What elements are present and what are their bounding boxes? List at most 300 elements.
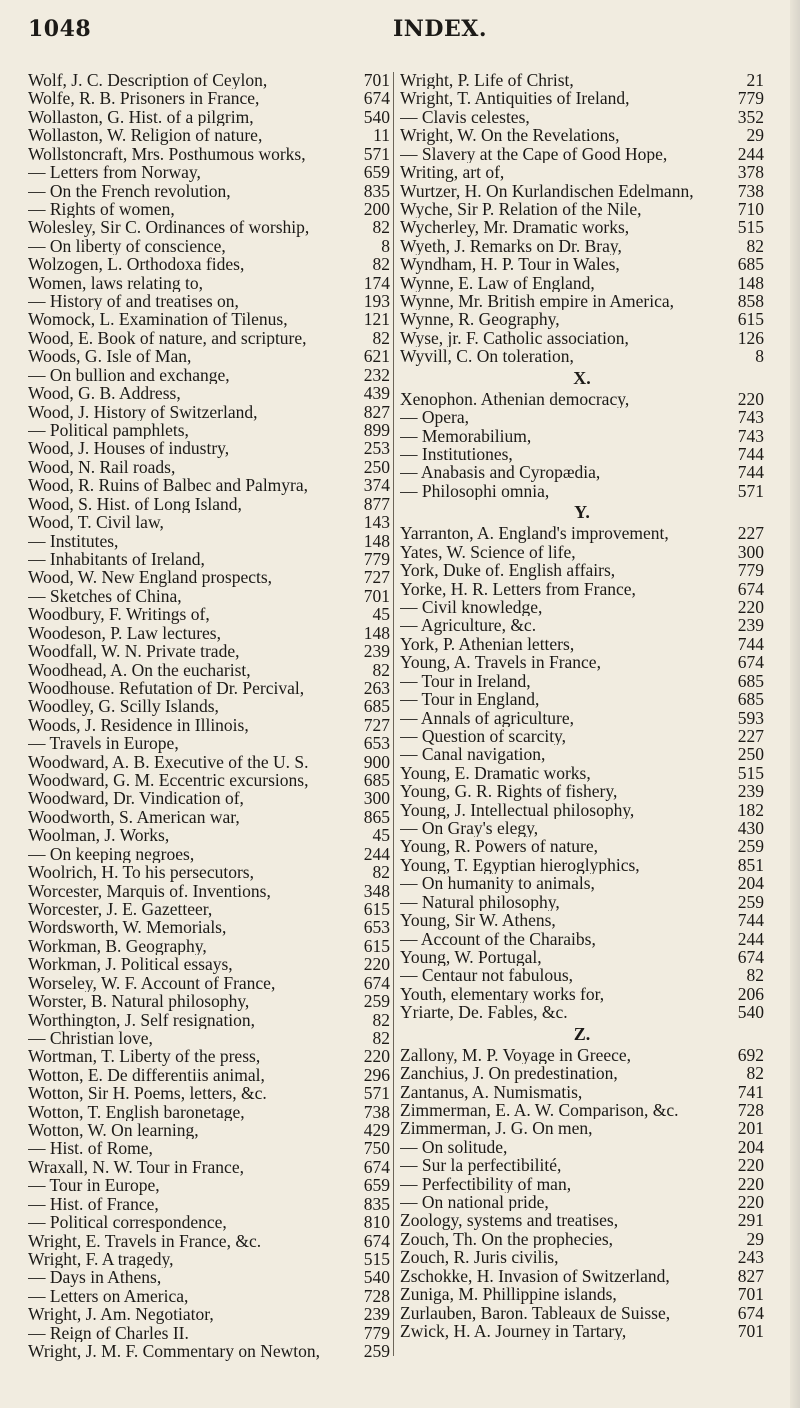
entry-text: — Question of scarcity, — [400, 726, 567, 746]
entry-page: 515 — [363, 1250, 390, 1269]
entry-page: 259 — [737, 837, 764, 856]
entry-text: Wynne, E. Law of England, — [400, 273, 595, 293]
entry-text: Worseley, W. F. Account of France, — [28, 973, 276, 993]
entry-text: Woolrich, H. To his persecutors, — [28, 863, 254, 882]
entry-page: 193 — [363, 292, 390, 311]
entry-text: Zwick, H. A. Journey in Tartary, — [400, 1322, 627, 1341]
index-entry — [28, 237, 390, 255]
entry-page: 899 — [363, 421, 390, 440]
entry-page: 201 — [737, 1119, 764, 1138]
entry-page: 82 — [746, 1064, 764, 1083]
entry-page: 121 — [363, 310, 390, 329]
entry-page: 429 — [363, 1121, 390, 1140]
section-letter: Z. — [573, 1023, 591, 1044]
index-entry — [28, 1047, 390, 1065]
entry-page: 82 — [372, 863, 390, 882]
entry-page: 653 — [363, 918, 390, 937]
entry-page: 750 — [363, 1139, 390, 1158]
index-entry — [400, 1267, 764, 1285]
index-entry — [400, 1193, 764, 1211]
entry-page: 291 — [737, 1211, 764, 1230]
entry-text: Woodward, A. B. Executive of the U. S. — [28, 752, 309, 772]
entry-page: 148 — [737, 273, 764, 293]
index-entry — [400, 819, 764, 837]
entry-page: 244 — [363, 844, 390, 864]
entry-text: — Agriculture, &c. — [400, 616, 537, 635]
entry-page: 835 — [363, 181, 390, 200]
entry-page: 710 — [737, 199, 764, 219]
entry-text: Wotton, Sir H. Poems, letters, &c. — [28, 1084, 267, 1103]
entry-page: 674 — [737, 653, 764, 672]
entry-text: — Natural philosophy, — [400, 892, 560, 912]
index-entry — [400, 292, 764, 310]
entry-text: Women, laws relating to, — [28, 273, 204, 293]
index-entry — [400, 126, 764, 144]
entry-text: Zallony, M. P. Voyage in Greece, — [400, 1045, 632, 1065]
entry-page: 779 — [737, 561, 764, 580]
entry-text: Zoology, systems and treatises, — [400, 1211, 619, 1230]
entry-text: — History of and treatises on, — [28, 292, 239, 311]
entry-page: 439 — [363, 384, 390, 403]
page-number: 1048 — [28, 16, 92, 42]
entry-text: Zanchius, J. On predestination, — [400, 1064, 618, 1083]
entry-page: 204 — [737, 1137, 764, 1157]
entry-text: Zurlauben, Baron. Tableaux de Suisse, — [400, 1303, 671, 1322]
entry-text: Wurtzer, H. On Kurlandischen Edelmann, — [400, 181, 694, 200]
index-entry — [400, 1119, 764, 1137]
entry-page: 29 — [746, 126, 764, 145]
entry-page: 259 — [363, 992, 390, 1011]
entry-text: — Rights of women, — [28, 199, 175, 219]
entry-text: Wycherley, Mr. Dramatic works, — [400, 218, 630, 237]
entry-text: — Slavery at the Cape of Good Hope, — [400, 144, 668, 164]
entry-text: Wright, E. Travels in France, &c. — [28, 1231, 262, 1250]
entry-page: 204 — [737, 874, 764, 893]
index-entry — [400, 390, 764, 408]
entry-page: 653 — [363, 734, 390, 753]
entry-text: — Tour in England, — [400, 690, 540, 709]
index-entry — [28, 882, 390, 900]
entry-page: 692 — [737, 1045, 764, 1065]
index-entry — [28, 200, 390, 218]
index-entry — [400, 709, 764, 727]
entry-page: 250 — [737, 745, 764, 764]
index-entry — [28, 550, 390, 568]
index-entry — [400, 745, 764, 763]
index-entry — [400, 543, 764, 561]
entry-page: 174 — [363, 273, 390, 293]
entry-text: Wright, J. M. F. Commentary on Newton, — [28, 1342, 320, 1361]
entry-page: 685 — [737, 671, 764, 691]
index-entry — [28, 955, 390, 973]
index-entry — [400, 1046, 764, 1064]
entry-page: 674 — [363, 1157, 390, 1177]
entry-text: Wood, J. History of Switzerland, — [28, 402, 258, 422]
entry-page: 728 — [737, 1100, 764, 1120]
entry-text: Wright, T. Antiquities of Ireland, — [400, 89, 630, 108]
entry-page: 540 — [363, 107, 390, 127]
index-entry — [28, 642, 390, 660]
entry-page: 571 — [363, 1084, 390, 1103]
entry-page: 300 — [363, 789, 390, 808]
index-entry — [28, 255, 390, 273]
index-entry — [400, 782, 764, 800]
entry-text: — Inhabitants of Ireland, — [28, 549, 205, 569]
index-entry — [28, 568, 390, 586]
entry-text: — Canal navigation, — [400, 745, 546, 764]
entry-page: 82 — [372, 328, 390, 348]
index-entry — [28, 1342, 390, 1360]
entry-text: Wotton, T. English baronetage, — [28, 1102, 245, 1122]
entry-page: 674 — [363, 973, 390, 993]
entry-text: Wotton, W. On learning, — [28, 1121, 199, 1140]
index-entry — [400, 561, 764, 579]
entry-page: 239 — [737, 616, 764, 635]
index-entry — [28, 310, 390, 328]
entry-text: Writing, art of, — [400, 163, 505, 182]
index-entry — [400, 1285, 764, 1303]
index-entry — [28, 1066, 390, 1084]
entry-page: 220 — [737, 1156, 764, 1175]
index-entry — [28, 753, 390, 771]
entry-page: 200 — [363, 199, 390, 219]
entry-text: Yarranton, A. England's improvement, — [400, 524, 669, 543]
entry-text: Young, R. Powers of nature, — [400, 837, 599, 856]
index-entry — [400, 893, 764, 911]
entry-page: 8 — [755, 347, 764, 366]
index-entry — [28, 1139, 390, 1157]
entry-page: 701 — [363, 586, 390, 606]
index-entry — [400, 690, 764, 708]
entry-text: Young, T. Egyptian hieroglyphics, — [400, 855, 640, 875]
entry-text: Wyvill, C. On toleration, — [400, 347, 574, 366]
index-entry — [28, 974, 390, 992]
entry-page: 232 — [363, 365, 390, 385]
index-entry — [28, 1121, 390, 1139]
index-entry — [400, 237, 764, 255]
entry-text: Woodward, G. M. Eccentric excursions, — [28, 771, 309, 790]
index-entry — [28, 513, 390, 531]
entry-page: 253 — [363, 439, 390, 458]
entry-page: 263 — [363, 678, 390, 698]
entry-text: Zimmerman, E. A. W. Comparison, &c. — [400, 1100, 679, 1120]
entry-text: — Opera, — [400, 408, 470, 427]
index-entry — [28, 1250, 390, 1268]
entry-page: 659 — [363, 163, 390, 182]
index-entry — [28, 1195, 390, 1213]
index-entry — [28, 89, 390, 107]
index-entry — [28, 1084, 390, 1102]
entry-text: Woodward, Dr. Vindication of, — [28, 789, 244, 808]
entry-page: 220 — [737, 1174, 764, 1194]
index-entry — [400, 985, 764, 1003]
entry-page: 220 — [363, 1047, 390, 1066]
index-entry — [28, 734, 390, 752]
index-entry — [400, 966, 764, 984]
entry-text: Wyche, Sir P. Relation of the Nile, — [400, 199, 642, 219]
entry-text: Wright, P. Life of Christ, — [400, 71, 574, 90]
entry-page: 744 — [737, 463, 764, 482]
entry-text: — Annals of agriculture, — [400, 708, 574, 727]
index-entry — [28, 1305, 390, 1323]
index-entry — [400, 200, 764, 218]
entry-text: Zuniga, M. Phillippine islands, — [400, 1285, 617, 1304]
entry-text: Woodley, G. Scilly Islands, — [28, 697, 219, 716]
entry-page: 82 — [372, 660, 390, 679]
entry-text: Young, G. R. Rights of fishery, — [400, 782, 618, 801]
entry-page: 674 — [737, 1303, 764, 1322]
entry-page: 738 — [363, 1102, 390, 1122]
entry-text: — Perfectibility of man, — [400, 1174, 572, 1194]
index-entry — [400, 1230, 764, 1248]
entry-text: Worcester, Marquis of. Inventions, — [28, 881, 271, 900]
entry-text: Wright, F. A tragedy, — [28, 1250, 174, 1269]
entry-text: Wynne, R. Geography, — [400, 310, 560, 329]
entry-page: 741 — [737, 1082, 764, 1101]
index-entry — [400, 1101, 764, 1119]
index-entry — [400, 71, 764, 89]
index-entry — [400, 1083, 764, 1101]
column-divider — [393, 72, 394, 1356]
entry-text: Zouch, R. Juris civilis, — [400, 1248, 559, 1267]
entry-text: — Days in Athens, — [28, 1268, 162, 1287]
entry-text: — Christian love, — [28, 1028, 153, 1048]
entry-text: — On Gray's elegy, — [400, 819, 539, 838]
entry-text: — Reign of Charles II. — [28, 1323, 189, 1343]
index-entry — [28, 863, 390, 881]
entry-page: 82 — [746, 966, 764, 985]
entry-text: Wood, N. Rail roads, — [28, 457, 176, 477]
entry-text: — Letters from Norway, — [28, 163, 201, 182]
entry-page: 348 — [363, 881, 390, 900]
entry-text: Wood, G. B. Address, — [28, 384, 181, 403]
entry-text: Woolman, J. Works, — [28, 826, 170, 845]
index-entry — [28, 532, 390, 550]
index-entry — [400, 635, 764, 653]
entry-text: Wollstoncraft, Mrs. Posthumous works, — [28, 144, 306, 164]
entry-text: Wotton, E. De differentiis animal, — [28, 1065, 265, 1085]
entry-text: Workman, B. Geography, — [28, 936, 207, 956]
entry-page: 685 — [737, 690, 764, 709]
entry-text: York, P. Athenian letters, — [400, 634, 575, 654]
entry-page: 743 — [737, 426, 764, 446]
index-entry — [28, 421, 390, 439]
entry-text: Wolfe, R. B. Prisoners in France, — [28, 89, 260, 108]
entry-page: 430 — [737, 819, 764, 838]
entry-text: Zimmerman, J. G. On men, — [400, 1119, 593, 1138]
entry-page: 727 — [363, 715, 390, 735]
entry-text: Wood, W. New England prospects, — [28, 568, 273, 587]
entry-text: — On solitude, — [400, 1137, 508, 1157]
entry-text: — On humanity to animals, — [400, 874, 595, 893]
entry-page: 744 — [737, 445, 764, 464]
entry-page: 728 — [363, 1286, 390, 1306]
index-entry — [28, 1011, 390, 1029]
entry-text: Wood, S. Hist. of Long Island, — [28, 494, 242, 514]
entry-text: Yriarte, De. Fables, &c. — [400, 1003, 568, 1022]
entry-text: Wolesley, Sir C. Ordinances of worship, — [28, 218, 310, 237]
entry-page: 244 — [737, 144, 764, 164]
entry-page: 82 — [372, 1028, 390, 1048]
index-entry — [28, 495, 390, 513]
index-entry — [400, 1156, 764, 1174]
entry-page: 615 — [363, 936, 390, 956]
index-entry — [400, 727, 764, 745]
entry-page: 851 — [737, 855, 764, 875]
index-entry — [28, 661, 390, 679]
index-entry — [28, 845, 390, 863]
entry-text: — Hist. of France, — [28, 1194, 159, 1214]
index-entry — [400, 463, 764, 481]
entry-page: 206 — [737, 984, 764, 1004]
entry-text: Wolf, J. C. Description of Ceylon, — [28, 71, 268, 90]
entry-text: Wolzogen, L. Orthodoxa fides, — [28, 255, 245, 274]
index-entry — [28, 71, 390, 89]
index-entry — [28, 1213, 390, 1231]
entry-page: 21 — [746, 71, 764, 90]
entry-text: Wood, T. Civil law, — [28, 513, 164, 532]
index-entry — [400, 329, 764, 347]
entry-text: — Letters on America, — [28, 1286, 189, 1306]
entry-text: Wortman, T. Liberty of the press, — [28, 1047, 261, 1066]
entry-text: Wood, R. Ruins of Balbec and Palmyra, — [28, 476, 309, 495]
entry-text: Wood, J. Houses of industry, — [28, 439, 230, 458]
entry-text: Wyeth, J. Remarks on Dr. Bray, — [400, 236, 622, 256]
entry-page: 685 — [363, 771, 390, 790]
index-entry — [28, 1158, 390, 1176]
index-entry — [400, 524, 764, 542]
entry-page: 674 — [737, 947, 764, 967]
entry-text: — Institutes, — [28, 531, 119, 550]
index-entry — [400, 616, 764, 634]
entry-page: 593 — [737, 708, 764, 727]
entry-text: Workman, J. Political essays, — [28, 955, 233, 974]
entry-page: 571 — [737, 481, 764, 501]
entry-text: Young, J. Intellectual philosophy, — [400, 800, 635, 820]
index-entry — [28, 218, 390, 236]
index-entry — [400, 653, 764, 671]
index-entry — [400, 482, 764, 500]
index-entry — [28, 274, 390, 292]
entry-text: — On bullion and exchange, — [28, 365, 230, 385]
entry-text: Worcester, J. E. Gazetteer, — [28, 899, 213, 919]
entry-page: 239 — [363, 1305, 390, 1324]
entry-page: 374 — [363, 476, 390, 495]
entry-page: 82 — [372, 1010, 390, 1029]
index-entry — [28, 789, 390, 807]
entry-page: 701 — [737, 1322, 764, 1341]
entry-text: Youth, elementary works for, — [400, 984, 605, 1004]
entry-text: Young, A. Travels in France, — [400, 653, 601, 672]
entry-text: Wood, E. Book of nature, and scripture, — [28, 328, 307, 348]
entry-text: Worthington, J. Self resignation, — [28, 1010, 256, 1029]
entry-page: 744 — [737, 634, 764, 654]
index-entry — [28, 403, 390, 421]
entry-page: 378 — [737, 163, 764, 182]
entry-page: 779 — [363, 549, 390, 569]
entry-text: — Sur la perfectibilité, — [400, 1156, 562, 1175]
entry-page: 239 — [737, 782, 764, 801]
entry-text: — Philosophi omnia, — [400, 481, 550, 501]
index-entry — [28, 900, 390, 918]
index-entry — [28, 458, 390, 476]
entry-text: Woods, G. Isle of Man, — [28, 347, 192, 366]
entry-page: 243 — [737, 1248, 764, 1267]
entry-text: Wollaston, G. Hist. of a pilgrim, — [28, 107, 254, 127]
index-entry — [28, 992, 390, 1010]
index-entry — [28, 624, 390, 642]
entry-page: 352 — [737, 107, 764, 127]
entry-page: 148 — [363, 623, 390, 643]
entry-page: 540 — [363, 1268, 390, 1287]
index-entry — [400, 764, 764, 782]
entry-text: Wordsworth, W. Memorials, — [28, 918, 227, 937]
entry-page: 220 — [737, 1193, 764, 1212]
entry-page: 259 — [363, 1342, 390, 1361]
entry-page: 82 — [372, 218, 390, 237]
index-entry — [400, 1175, 764, 1193]
entry-page: 727 — [363, 568, 390, 587]
index-entry — [400, 89, 764, 107]
entry-page: 701 — [363, 71, 390, 90]
index-entry — [28, 108, 390, 126]
index-entry — [28, 145, 390, 163]
index-entry — [400, 108, 764, 126]
entry-text: Woodbury, F. Writings of, — [28, 605, 210, 624]
index-entry — [28, 347, 390, 365]
entry-text: — On liberty of conscience, — [28, 236, 226, 256]
entry-text: — Sketches of China, — [28, 586, 182, 606]
entry-page: 220 — [737, 389, 764, 409]
index-entry — [400, 218, 764, 236]
entry-page: 296 — [363, 1065, 390, 1085]
entry-page: 126 — [737, 328, 764, 348]
index-entry — [400, 310, 764, 328]
entry-text: — Political correspondence, — [28, 1213, 227, 1232]
entry-text: — Hist. of Rome, — [28, 1139, 153, 1158]
index-entry — [400, 911, 764, 929]
entry-text: — Account of the Charaibs, — [400, 929, 596, 948]
entry-page: 779 — [363, 1323, 390, 1343]
entry-page: 685 — [363, 697, 390, 716]
index-entry — [400, 801, 764, 819]
index-entry — [400, 1322, 764, 1340]
entry-page: 515 — [737, 763, 764, 783]
index-entry — [28, 384, 390, 402]
entry-text: Xenophon. Athenian democracy, — [400, 389, 630, 409]
index-entry — [400, 580, 764, 598]
entry-page: 615 — [363, 899, 390, 919]
index-entry — [28, 771, 390, 789]
entry-text: — Political pamphlets, — [28, 421, 189, 440]
page-title: INDEX. — [393, 16, 487, 42]
index-entry — [28, 918, 390, 936]
entry-text: Young, Sir W. Athens, — [400, 911, 556, 930]
section-letter: Y. — [574, 502, 590, 523]
index-entry — [28, 439, 390, 457]
index-entry — [400, 1304, 764, 1322]
entry-text: Woodhead, A. On the eucharist, — [28, 660, 251, 679]
entry-page: 615 — [737, 310, 764, 329]
index-entry — [28, 1176, 390, 1194]
entry-page: 674 — [363, 89, 390, 108]
index-entry — [28, 697, 390, 715]
section-letter: X. — [573, 367, 591, 388]
entry-page: 227 — [737, 524, 764, 543]
entry-page: 900 — [363, 752, 390, 772]
entry-text: — On the French revolution, — [28, 181, 231, 200]
entry-text: Young, W. Portugal, — [400, 947, 542, 967]
